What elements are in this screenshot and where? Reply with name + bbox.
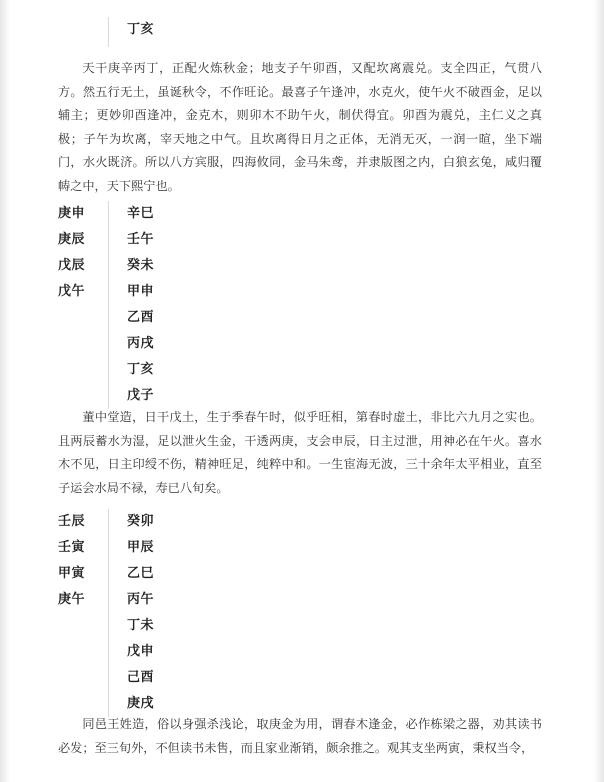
pillar-cell: 丁亥 [127,22,155,37]
commentary-paragraph: 天干庚辛丙丁，正配火炼秋金；地支子午卯酉，又配坎离震兑。支全四正，气贯八方。然五行无土，虽诞秋令，不作旺论。最喜子午逢冲，水克火，使午火不破酉金，足以辅主；更妙卯酉逢冲，金克木，则卯木不助午火，制伏得宜。卯酉为震兑，主仁义之真极；子午为坎离，宰天地之中气。且坎离得日月之正体，无消无灭，一润一暄，坐下端门，水火既济。所以八方宾服，四海攸同，金马朱鸢，并隶版图之内，白狼玄兔，咸归覆帱之中，天下熙宁也。 [58,61,542,193]
pillar-cell: 癸未 [127,258,155,273]
pillar-column-left [58,17,108,47]
pillar-cell: 戊申 [127,644,155,659]
pillar-column-right [109,17,154,47]
pillar-cell: 壬午 [127,232,155,247]
pillar-cell: 戊子 [127,388,155,403]
pillar-cell: 丁未 [127,618,155,633]
pillar-cell: 庚辰 [58,232,86,247]
pillar-table-1 [58,17,154,47]
pillar-cell: 庚申 [58,206,86,221]
pillar-cell: 辛巳 [127,206,155,221]
pillar-cell: 庚午 [58,592,86,607]
pillar-cell: 丙戌 [127,336,155,351]
pillar-cell: 庚戌 [127,696,155,711]
pillar-cell: 癸卯 [127,514,155,529]
pillar-cell: 戊午 [58,284,86,299]
pillar-cell: 丙午 [127,592,155,607]
pillar-column-left [58,201,108,409]
pillar-cell: 乙巳 [127,566,155,581]
pillar-column-left [58,509,108,717]
pillar-cell: 丁亥 [127,362,155,377]
page-edge-shadow-right [594,0,604,782]
pillar-cell: 己酉 [127,670,155,685]
pillar-cell: 壬辰 [58,514,86,529]
commentary-paragraph: 董中堂造，日干戊土，生于季春午时，似乎旺相，第春时虚土，非比六九月之实也。且两辰蓄水为湿，足以泄火生金，干透两庚，支会申辰，日主过泄，用神必在午火。喜水木不见，日主印绶不伤，精神旺足，纯粹中和。一生宦海无波，三十余年太平相业，直至子运会水局不禄，寿已八旬矣。 [58,410,542,495]
pillar-cell: 壬寅 [58,540,86,555]
page-edge-shadow-left [0,0,10,782]
pillar-cell: 甲辰 [127,540,155,555]
pillar-column-right [109,509,154,717]
commentary-paragraph: 同邑王姓造，俗以身强杀浅论，取庚金为用，谓春木逢金，必作栋梁之器，劝其读书必发；至三旬外，不但读书未售，而且家业渐销，颇余推之。观其支坐两寅，秉权当令， [58,717,542,755]
pillar-cell: 甲申 [127,284,155,299]
pillar-cell: 甲寅 [58,566,86,581]
pillar-cell: 戊辰 [58,258,86,273]
pillar-table-2 [58,201,154,409]
pillar-table-3 [58,509,154,717]
pillar-column-right [109,201,154,409]
pillar-cell: 乙酉 [127,310,155,325]
